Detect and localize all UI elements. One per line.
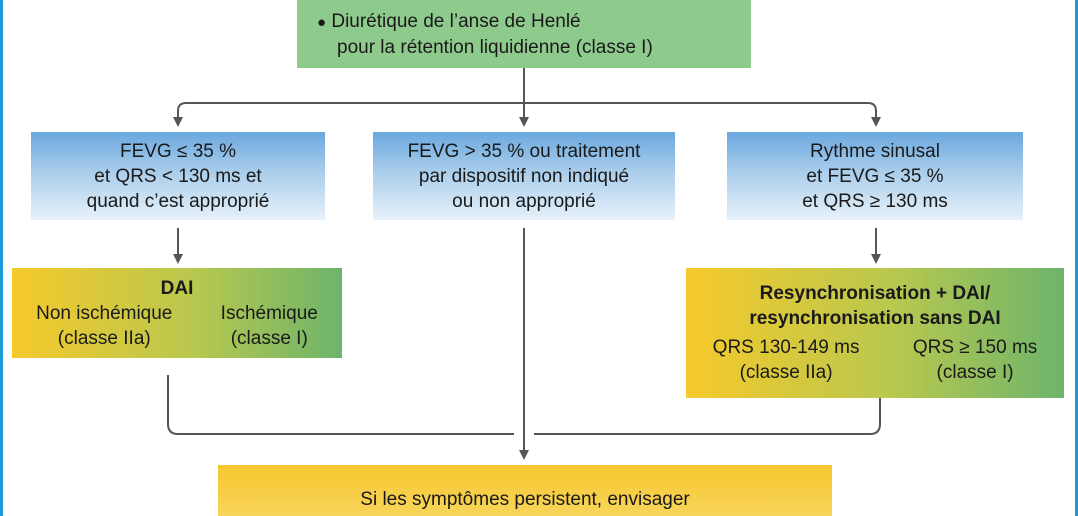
crt-title-line1: Resynchronisation + DAI/ [759, 283, 991, 304]
branch-right-line2: et FEVG ≤ 35 % [806, 165, 944, 187]
persistent-symptoms-line1: Si les symptômes persistent, envisager [360, 489, 690, 510]
loop-diuretic-box [297, 0, 751, 68]
branch-middle-box [373, 132, 675, 220]
connector-dai-down [168, 375, 514, 434]
loop-diuretic-line1: ● Diurétique de l’anse de Henlé [317, 10, 581, 32]
crt-title-line2: resynchronisation sans DAI [749, 308, 1001, 329]
crt-columns [686, 335, 1064, 385]
persistent-symptoms-box [218, 465, 832, 516]
bullet-icon: ● [317, 13, 327, 31]
connector-crt-down [534, 398, 880, 434]
branch-left-line3: quand c’est approprié [86, 190, 270, 212]
branch-middle-line2: par dispositif non indiqué [418, 165, 630, 187]
branch-right-line1: Rythme sinusal [810, 140, 940, 162]
dai-box [12, 268, 342, 358]
dai-columns [12, 301, 342, 351]
crt-col-qrs-150: QRS ≥ 150 ms (classe I) [912, 337, 1038, 383]
crt-col-qrs-130-149: QRS 130-149 ms (classe IIa) [712, 337, 860, 383]
crt-box [686, 268, 1064, 398]
branch-middle-line1: FEVG > 35 % ou traitement [407, 140, 641, 162]
branch-right-line3: et QRS ≥ 130 ms [802, 190, 948, 212]
branch-left-box [31, 132, 325, 220]
connector-top-split-left [178, 103, 524, 122]
dai-col-ischemic: Ischémique (classe I) [220, 302, 318, 349]
loop-diuretic-line2: pour la rétention liquidienne (classe I) [337, 36, 653, 58]
branch-right-box [727, 132, 1023, 220]
branch-left-line1: FEVG ≤ 35 % [119, 140, 237, 162]
branch-left-line2: et QRS < 130 ms et [94, 165, 262, 187]
dai-col-nonischemic: Non ischémique (classe IIa) [36, 302, 173, 349]
branch-middle-line3: ou non approprié [452, 190, 596, 212]
dai-title: DAI [160, 277, 194, 299]
connector-top-split-right [524, 103, 876, 122]
